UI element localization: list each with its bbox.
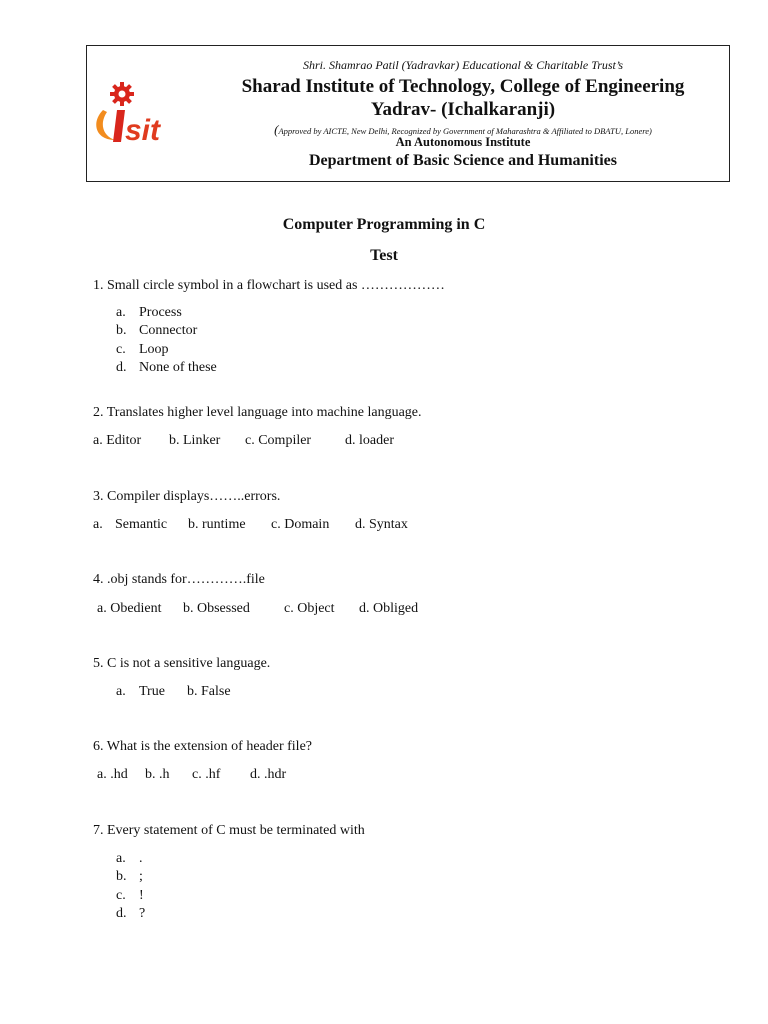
option: c. Domain: [271, 517, 330, 532]
page-subtitle: Test: [370, 247, 398, 264]
option-text: Process: [139, 305, 182, 320]
option: a.: [116, 684, 126, 699]
question-6: 6. What is the extension of header file?: [93, 739, 312, 754]
option: a. .hd: [97, 767, 128, 782]
question-2: 2. Translates higher level language into machine language.: [93, 405, 422, 420]
option: a. Obedient: [97, 601, 162, 616]
institute-name: Sharad Institute of Technology, College of Engineering: [241, 76, 685, 97]
question-7: 7. Every statement of C must be terminated with: [93, 823, 365, 838]
option-row: [116, 850, 145, 868]
option-text: !: [139, 887, 144, 903]
option-text: Loop: [139, 341, 169, 357]
approval-paren: (: [274, 122, 279, 137]
option: Semantic: [115, 517, 168, 532]
option-row: [116, 359, 217, 377]
option: b. False: [187, 684, 231, 699]
question-1-options: [116, 304, 217, 377]
option: a. Editor: [93, 433, 142, 448]
option-letter: b.: [116, 323, 127, 339]
option-text: ?: [139, 905, 146, 921]
option: d. .hdr: [250, 767, 287, 782]
option: c. Object: [284, 601, 335, 616]
option-row: [116, 868, 145, 886]
option-text: Connector: [139, 323, 198, 339]
option-text: None of these: [139, 359, 217, 375]
autonomous-label: An Autonomous Institute: [395, 135, 531, 149]
option-row: [116, 341, 217, 359]
option: b. Obsessed: [183, 601, 250, 616]
option-row: [116, 887, 145, 905]
question-5: 5. C is not a sensitive language.: [93, 656, 271, 671]
option: b. Linker: [169, 433, 221, 448]
option-letter: a.: [116, 851, 126, 866]
question-4: 4. .obj stands for………….file: [93, 572, 265, 587]
option-row: [116, 304, 217, 322]
option-letter: c.: [116, 887, 126, 903]
institute-location: Yadrav- (Ichalkaranji): [370, 99, 556, 120]
option-text: ;: [139, 869, 143, 885]
option-text: .: [139, 851, 143, 866]
question-7-options: [116, 850, 145, 923]
option: c. Compiler: [245, 433, 312, 448]
question-1: 1. Small circle symbol in a flowchart is used as ………………: [93, 278, 445, 293]
page-title: Computer Programming in C: [282, 216, 486, 233]
department-name: Department of Basic Science and Humanities: [309, 152, 617, 169]
trust-name: Shri. Shamrao Patil (Yadravkar) Educational & Charitable Trust’s: [302, 58, 624, 72]
option: b. runtime: [188, 517, 246, 532]
option: d. Syntax: [355, 517, 408, 532]
logo-text: sit: [125, 114, 161, 147]
option: c. .hf: [192, 767, 221, 782]
option: a.: [93, 517, 103, 532]
option-letter: a.: [116, 305, 126, 320]
option: b. .h: [145, 767, 170, 782]
question-3: 3. Compiler displays……..errors.: [93, 489, 281, 504]
option-letter: d.: [116, 905, 127, 921]
approval-text: Approved by AICTE, New Delhi, Recognized by Government of Maharashtra & Affiliated to DBATU, Lonere): [278, 126, 652, 136]
option: d. loader: [345, 433, 394, 448]
option: True: [139, 684, 165, 699]
option: d. Obliged: [359, 601, 419, 616]
option-letter: b.: [116, 869, 127, 885]
option-row: [116, 322, 217, 340]
option-letter: c.: [116, 341, 126, 357]
option-letter: d.: [116, 359, 127, 375]
institute-header: [86, 45, 730, 182]
sit-logo-icon: [89, 80, 181, 150]
option-row: [116, 905, 145, 923]
